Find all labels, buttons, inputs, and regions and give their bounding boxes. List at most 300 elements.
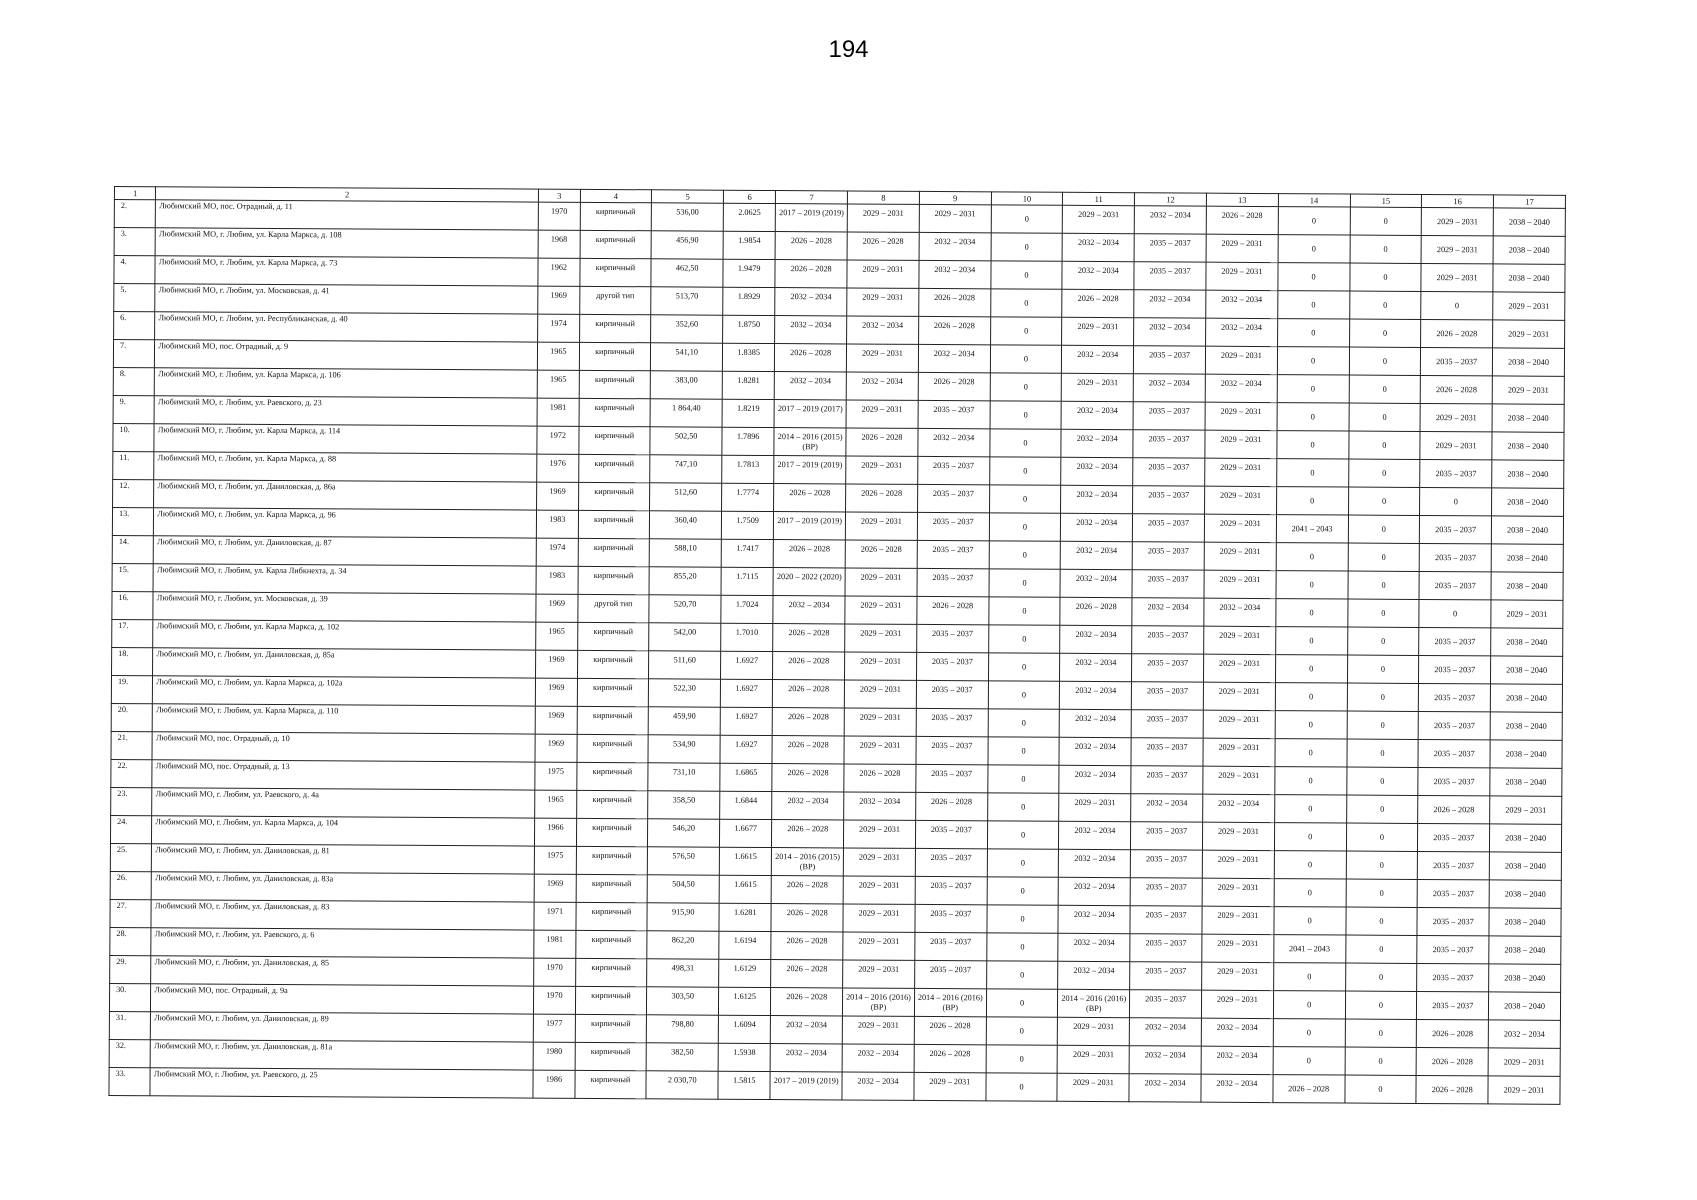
- row-number-cell: 25.: [110, 843, 151, 871]
- period-col-8-cell: 2029 – 2031: [843, 876, 915, 904]
- column-number-cell: 5: [652, 190, 724, 203]
- period-col-8-cell: 2029 – 2031: [845, 624, 917, 652]
- value-col-15-cell: 0: [1345, 1019, 1417, 1047]
- period-col-11-cell: 2032 – 2034: [1059, 737, 1131, 765]
- priority-index-cell: 1.7024: [721, 595, 773, 623]
- row-number-cell: 32.: [109, 1039, 150, 1067]
- area-cell: 542,00: [649, 623, 721, 651]
- address-cell: Любимский МО, г. Любим, ул. Даниловская, д. 87: [154, 536, 537, 566]
- period-col-7-cell: 2026 – 2028: [771, 932, 843, 960]
- priority-index-cell: 1.6094: [718, 1015, 770, 1043]
- year-built-cell: 1974: [536, 538, 577, 566]
- year-built-cell: 1962: [538, 258, 579, 286]
- period-col-17-cell: 2029 – 2031: [1493, 292, 1565, 320]
- period-col-16-cell: 2035 – 2037: [1420, 459, 1492, 487]
- priority-index-cell: 1.6677: [720, 819, 772, 847]
- period-col-14-cell: 0: [1277, 375, 1349, 403]
- period-col-9-cell: 2035 – 2037: [917, 484, 989, 512]
- area-cell: 512,60: [650, 483, 722, 511]
- period-col-16-cell: 2026 – 2028: [1417, 1019, 1489, 1047]
- period-col-9-cell: 2026 – 2028: [918, 316, 990, 344]
- period-col-12-cell: 2035 – 2037: [1133, 402, 1205, 430]
- period-col-14-cell: 0: [1277, 431, 1349, 459]
- period-col-17-cell: 2038 – 2040: [1489, 880, 1561, 908]
- value-col-15-cell: 0: [1348, 543, 1420, 571]
- period-col-16-cell: 2035 – 2037: [1418, 823, 1490, 851]
- period-col-14-cell: 0: [1278, 235, 1350, 263]
- value-col-15-cell: 0: [1344, 1075, 1416, 1103]
- period-col-12-cell: 2032 – 2034: [1132, 598, 1204, 626]
- period-col-12-cell: 2035 – 2037: [1130, 962, 1202, 990]
- period-col-9-cell: 2035 – 2037: [915, 932, 987, 960]
- period-col-16-cell: 2035 – 2037: [1418, 739, 1490, 767]
- wall-material-cell: кирпичный: [579, 342, 651, 370]
- year-built-cell: 1969: [535, 734, 576, 762]
- value-col-10-cell: 0: [986, 1017, 1058, 1045]
- column-number-cell: 15: [1350, 194, 1422, 207]
- value-col-15-cell: 0: [1346, 851, 1418, 879]
- value-col-15-cell: 0: [1347, 627, 1419, 655]
- period-col-13-cell: 2032 – 2034: [1204, 598, 1276, 626]
- year-built-cell: 1965: [537, 370, 578, 398]
- period-col-16-cell: 2026 – 2028: [1421, 319, 1493, 347]
- priority-index-cell: 1.8385: [722, 343, 774, 371]
- period-col-16-cell: 2035 – 2037: [1417, 907, 1489, 935]
- period-col-17-cell: 2038 – 2040: [1492, 488, 1564, 516]
- period-col-12-cell: 2032 – 2034: [1134, 318, 1206, 346]
- period-col-8-cell: 2029 – 2031: [844, 708, 916, 736]
- period-col-8-cell: 2029 – 2031: [845, 596, 917, 624]
- value-col-10-cell: 0: [989, 457, 1061, 485]
- value-col-15-cell: 0: [1347, 711, 1419, 739]
- wall-material-cell: кирпичный: [579, 398, 651, 426]
- value-col-10-cell: 0: [988, 681, 1060, 709]
- period-col-9-cell: 2035 – 2037: [917, 512, 989, 540]
- priority-index-cell: 1.6194: [719, 931, 771, 959]
- period-col-11-cell: 2029 – 2031: [1062, 317, 1134, 345]
- period-col-12-cell: 2035 – 2037: [1132, 626, 1204, 654]
- period-col-12-cell: 2035 – 2037: [1134, 346, 1206, 374]
- period-col-14-cell: 0: [1278, 263, 1350, 291]
- period-col-7-cell: 2026 – 2028: [775, 260, 847, 288]
- period-col-9-cell: 2029 – 2031: [914, 1072, 986, 1100]
- period-col-17-cell: 2038 – 2040: [1490, 768, 1562, 796]
- period-col-14-cell: 0: [1275, 683, 1347, 711]
- period-col-16-cell: 2035 – 2037: [1417, 879, 1489, 907]
- area-cell: 534,90: [648, 735, 720, 763]
- period-col-13-cell: 2029 – 2031: [1204, 570, 1276, 598]
- year-built-cell: 1970: [534, 986, 575, 1014]
- year-built-cell: 1965: [536, 622, 577, 650]
- year-built-cell: 1965: [538, 342, 579, 370]
- priority-index-cell: 1.8219: [722, 399, 774, 427]
- wall-material-cell: кирпичный: [578, 566, 650, 594]
- period-col-9-cell: 2026 – 2028: [915, 792, 987, 820]
- period-col-9-cell: 2026 – 2028: [918, 372, 990, 400]
- priority-index-cell: 1.6615: [719, 847, 771, 875]
- period-col-14-cell: 0: [1275, 627, 1347, 655]
- year-built-cell: 1970: [534, 958, 575, 986]
- period-col-16-cell: 2035 – 2037: [1420, 515, 1492, 543]
- priority-index-cell: 1.6281: [719, 903, 771, 931]
- value-col-15-cell: 0: [1347, 739, 1419, 767]
- priority-index-cell: 1.7115: [721, 567, 773, 595]
- period-col-9-cell: 2035 – 2037: [914, 960, 986, 988]
- page-number: 194: [828, 36, 869, 63]
- period-col-13-cell: 2029 – 2031: [1202, 934, 1274, 962]
- period-col-14-cell: 0: [1276, 599, 1348, 627]
- period-col-16-cell: 0: [1419, 599, 1491, 627]
- period-col-14-cell: 0: [1275, 739, 1347, 767]
- period-col-13-cell: 2029 – 2031: [1202, 850, 1274, 878]
- period-col-7-cell: 2026 – 2028: [771, 904, 843, 932]
- value-col-15-cell: 0: [1349, 403, 1421, 431]
- period-col-17-cell: 2038 – 2040: [1493, 236, 1565, 264]
- address-cell: Любимский МО, г. Любим, ул. Раевского, д. 25: [150, 1068, 533, 1098]
- period-col-13-cell: 2032 – 2034: [1201, 1074, 1273, 1102]
- wall-material-cell: кирпичный: [580, 202, 652, 230]
- period-col-16-cell: 2035 – 2037: [1417, 963, 1489, 991]
- period-col-11-cell: 2032 – 2034: [1058, 933, 1130, 961]
- period-col-11-cell: 2032 – 2034: [1058, 905, 1130, 933]
- priority-index-cell: 1.6927: [720, 707, 772, 735]
- address-cell: Любимский МО, г. Любим, ул. Карла Либкнехта, д. 34: [153, 564, 536, 594]
- period-col-11-cell: 2032 – 2034: [1062, 261, 1134, 289]
- area-cell: 2 030,70: [646, 1071, 718, 1099]
- row-number-cell: 23.: [111, 787, 152, 815]
- period-col-13-cell: 2032 – 2034: [1206, 318, 1278, 346]
- row-number-cell: 10.: [113, 423, 154, 451]
- period-col-7-cell: 2017 – 2019 (2019): [776, 204, 848, 232]
- period-col-8-cell: 2029 – 2031: [842, 1016, 914, 1044]
- row-number-cell: 13.: [112, 507, 153, 535]
- address-cell: Любимский МО, г. Любим, ул. Карла Маркса, д. 110: [152, 704, 535, 734]
- wall-material-cell: кирпичный: [578, 426, 650, 454]
- column-number-cell: 8: [847, 191, 919, 204]
- period-col-14-cell: 0: [1273, 1019, 1345, 1047]
- row-number-cell: 19.: [111, 675, 152, 703]
- value-col-10-cell: 0: [987, 877, 1059, 905]
- address-cell: Любимский МО, г. Любим, ул. Республиканская, д. 40: [155, 312, 538, 342]
- period-col-11-cell: 2032 – 2034: [1059, 877, 1131, 905]
- row-number-cell: 9.: [113, 395, 154, 423]
- address-cell: Любимский МО, г. Любим, ул. Карла Маркса, д. 96: [154, 508, 537, 538]
- value-col-10-cell: 0: [987, 905, 1059, 933]
- period-col-11-cell: 2014 – 2016 (2016) (ВР): [1058, 989, 1130, 1017]
- area-cell: 588,10: [649, 539, 721, 567]
- period-col-17-cell: 2029 – 2031: [1488, 1048, 1560, 1076]
- period-col-7-cell: 2026 – 2028: [774, 484, 846, 512]
- wall-material-cell: кирпичный: [580, 230, 652, 258]
- address-cell: Любимский МО, г. Любим, ул. Даниловская, д. 85: [151, 956, 534, 986]
- period-col-14-cell: 0: [1273, 991, 1345, 1019]
- wall-material-cell: другой тип: [577, 594, 649, 622]
- period-col-9-cell: 2029 – 2031: [919, 204, 991, 232]
- column-number-cell: 3: [539, 189, 580, 202]
- wall-material-cell: кирпичный: [578, 510, 650, 538]
- period-col-8-cell: 2029 – 2031: [845, 512, 917, 540]
- value-col-15-cell: 0: [1349, 263, 1421, 291]
- period-col-8-cell: 2029 – 2031: [843, 904, 915, 932]
- period-col-11-cell: 2032 – 2034: [1059, 849, 1131, 877]
- period-col-13-cell: 2032 – 2034: [1201, 1018, 1273, 1046]
- column-number-cell: 6: [723, 190, 775, 203]
- priority-index-cell: 1.8929: [723, 287, 775, 315]
- period-col-11-cell: 2032 – 2034: [1059, 765, 1131, 793]
- area-cell: 456,90: [651, 231, 723, 259]
- period-col-14-cell: 0: [1274, 795, 1346, 823]
- period-col-8-cell: 2029 – 2031: [843, 932, 915, 960]
- wall-material-cell: кирпичный: [577, 622, 649, 650]
- column-number-cell: 1: [114, 187, 155, 200]
- period-col-7-cell: 2026 – 2028: [772, 708, 844, 736]
- area-cell: 459,90: [648, 707, 720, 735]
- period-col-11-cell: 2032 – 2034: [1061, 429, 1133, 457]
- wall-material-cell: кирпичный: [575, 986, 647, 1014]
- period-col-13-cell: 2032 – 2034: [1205, 374, 1277, 402]
- year-built-cell: 1983: [536, 566, 577, 594]
- value-col-10-cell: 0: [990, 373, 1062, 401]
- period-col-14-cell: 0: [1276, 543, 1348, 571]
- period-col-11-cell: 2029 – 2031: [1059, 793, 1131, 821]
- area-cell: 747,10: [650, 455, 722, 483]
- period-col-13-cell: 2029 – 2031: [1204, 626, 1276, 654]
- address-cell: Любимский МО, г. Любим, ул. Карла Маркса, д. 102: [153, 620, 536, 650]
- period-col-11-cell: 2029 – 2031: [1058, 1017, 1130, 1045]
- period-col-14-cell: 0: [1276, 571, 1348, 599]
- area-cell: 576,50: [648, 847, 720, 875]
- value-col-10-cell: 0: [989, 541, 1061, 569]
- period-col-9-cell: 2026 – 2028: [919, 288, 991, 316]
- period-col-14-cell: 2041 – 2043: [1276, 515, 1348, 543]
- value-col-15-cell: 0: [1346, 879, 1418, 907]
- area-cell: 731,10: [648, 763, 720, 791]
- period-col-9-cell: 2035 – 2037: [915, 820, 987, 848]
- period-col-7-cell: 2017 – 2019 (2017): [774, 400, 846, 428]
- value-col-10-cell: 0: [987, 821, 1059, 849]
- area-cell: 915,90: [647, 903, 719, 931]
- value-col-15-cell: 0: [1350, 235, 1422, 263]
- value-col-15-cell: 0: [1348, 515, 1420, 543]
- period-col-14-cell: 0: [1277, 291, 1349, 319]
- period-col-7-cell: 2026 – 2028: [773, 652, 845, 680]
- value-col-10-cell: 0: [989, 485, 1061, 513]
- year-built-cell: 1965: [535, 790, 576, 818]
- period-col-8-cell: 2029 – 2031: [843, 848, 915, 876]
- value-col-15-cell: 0: [1346, 767, 1418, 795]
- wall-material-cell: кирпичный: [579, 314, 651, 342]
- period-col-17-cell: 2038 – 2040: [1493, 264, 1565, 292]
- period-col-11-cell: 2032 – 2034: [1058, 961, 1130, 989]
- address-cell: Любимский МО, г. Любим, ул. Даниловская, д. 85а: [153, 648, 536, 678]
- area-cell: 502,50: [650, 427, 722, 455]
- period-col-16-cell: 2029 – 2031: [1421, 235, 1493, 263]
- period-col-11-cell: 2032 – 2034: [1060, 653, 1132, 681]
- period-col-12-cell: 2032 – 2034: [1134, 206, 1206, 234]
- period-col-16-cell: 2029 – 2031: [1421, 263, 1493, 291]
- period-col-17-cell: 2029 – 2031: [1488, 1076, 1560, 1104]
- period-col-13-cell: 2029 – 2031: [1203, 738, 1275, 766]
- period-col-14-cell: 0: [1274, 907, 1346, 935]
- year-built-cell: 1969: [536, 678, 577, 706]
- area-cell: 536,00: [652, 203, 724, 231]
- period-col-13-cell: 2029 – 2031: [1205, 430, 1277, 458]
- period-col-9-cell: 2035 – 2037: [916, 652, 988, 680]
- wall-material-cell: кирпичный: [579, 258, 651, 286]
- row-number-cell: 4.: [114, 256, 155, 284]
- period-col-7-cell: 2017 – 2019 (2019): [770, 1072, 842, 1100]
- period-col-12-cell: 2035 – 2037: [1133, 486, 1205, 514]
- wall-material-cell: кирпичный: [577, 650, 649, 678]
- address-cell: Любимский МО, г. Любим, ул. Раевского, д. 4а: [152, 788, 535, 818]
- row-number-cell: 26.: [110, 871, 151, 899]
- period-col-16-cell: 2035 – 2037: [1419, 627, 1491, 655]
- period-col-12-cell: 2035 – 2037: [1130, 990, 1202, 1018]
- period-col-8-cell: 2014 – 2016 (2016) (ВР): [843, 988, 915, 1016]
- period-col-16-cell: 2035 – 2037: [1417, 991, 1489, 1019]
- value-col-10-cell: 0: [986, 989, 1058, 1017]
- period-col-11-cell: 2026 – 2028: [1060, 597, 1132, 625]
- period-col-12-cell: 2032 – 2034: [1129, 1018, 1201, 1046]
- period-col-7-cell: 2026 – 2028: [771, 988, 843, 1016]
- period-col-7-cell: 2026 – 2028: [772, 820, 844, 848]
- period-col-9-cell: 2035 – 2037: [917, 624, 989, 652]
- period-col-16-cell: 2035 – 2037: [1419, 683, 1491, 711]
- value-col-15-cell: 0: [1345, 907, 1417, 935]
- wall-material-cell: кирпичный: [578, 454, 650, 482]
- year-built-cell: 1976: [537, 454, 578, 482]
- period-col-17-cell: 2038 – 2040: [1489, 908, 1561, 936]
- period-col-7-cell: 2026 – 2028: [771, 876, 843, 904]
- value-col-10-cell: 0: [990, 289, 1062, 317]
- period-col-11-cell: 2032 – 2034: [1060, 709, 1132, 737]
- row-number-cell: 30.: [109, 983, 150, 1011]
- period-col-9-cell: 2032 – 2034: [918, 344, 990, 372]
- wall-material-cell: кирпичный: [575, 902, 647, 930]
- period-col-17-cell: 2038 – 2040: [1489, 964, 1561, 992]
- period-col-7-cell: 2017 – 2019 (2019): [774, 512, 846, 540]
- period-col-14-cell: 2041 – 2043: [1274, 935, 1346, 963]
- period-col-16-cell: 2029 – 2031: [1420, 403, 1492, 431]
- period-col-17-cell: 2038 – 2040: [1490, 684, 1562, 712]
- address-cell: Любимский МО, г. Любим, ул. Московская, д. 39: [153, 592, 536, 622]
- period-col-13-cell: 2029 – 2031: [1203, 710, 1275, 738]
- period-col-17-cell: 2038 – 2040: [1490, 712, 1562, 740]
- row-number-cell: 18.: [112, 647, 153, 675]
- column-number-cell: 9: [919, 191, 991, 204]
- period-col-9-cell: 2035 – 2037: [917, 568, 989, 596]
- period-col-16-cell: 2029 – 2031: [1422, 207, 1494, 235]
- period-col-12-cell: 2035 – 2037: [1132, 542, 1204, 570]
- address-cell: Любимский МО, г. Любим, ул. Раевского, д. 23: [154, 396, 537, 426]
- area-cell: 382,50: [646, 1043, 718, 1071]
- period-col-12-cell: 2035 – 2037: [1131, 766, 1203, 794]
- area-cell: 462,50: [651, 259, 723, 287]
- value-col-15-cell: 0: [1348, 459, 1420, 487]
- period-col-16-cell: 2035 – 2037: [1419, 571, 1491, 599]
- period-col-16-cell: 2035 – 2037: [1419, 655, 1491, 683]
- wall-material-cell: другой тип: [579, 286, 651, 314]
- period-col-9-cell: 2026 – 2028: [914, 1016, 986, 1044]
- column-number-cell: 12: [1135, 193, 1207, 206]
- period-col-17-cell: 2038 – 2040: [1491, 628, 1563, 656]
- year-built-cell: 1969: [536, 650, 577, 678]
- period-col-14-cell: 0: [1274, 879, 1346, 907]
- period-col-9-cell: 2035 – 2037: [918, 400, 990, 428]
- value-col-10-cell: 0: [989, 513, 1061, 541]
- address-cell: Любимский МО, г. Любим, ул. Московская, д. 41: [155, 284, 538, 314]
- period-col-13-cell: 2032 – 2034: [1206, 290, 1278, 318]
- period-col-11-cell: 2032 – 2034: [1061, 457, 1133, 485]
- period-col-17-cell: 2038 – 2040: [1491, 656, 1563, 684]
- area-cell: 1 864,40: [650, 399, 722, 427]
- priority-index-cell: 1.7010: [721, 623, 773, 651]
- value-col-10-cell: 0: [988, 597, 1060, 625]
- period-col-12-cell: 2032 – 2034: [1133, 374, 1205, 402]
- period-col-17-cell: 2038 – 2040: [1492, 460, 1564, 488]
- area-cell: 862,20: [647, 931, 719, 959]
- period-col-13-cell: 2029 – 2031: [1202, 878, 1274, 906]
- year-built-cell: 1969: [537, 482, 578, 510]
- period-col-16-cell: 0: [1420, 487, 1492, 515]
- period-col-7-cell: 2026 – 2028: [772, 736, 844, 764]
- value-col-10-cell: 0: [990, 317, 1062, 345]
- value-col-15-cell: 0: [1347, 599, 1419, 627]
- column-number-cell: 7: [776, 191, 848, 204]
- value-col-15-cell: 0: [1349, 347, 1421, 375]
- priority-index-cell: 1.6844: [720, 791, 772, 819]
- priority-index-cell: 1.6927: [720, 679, 772, 707]
- column-number-cell: 11: [1063, 192, 1135, 205]
- column-number-cell: 10: [991, 192, 1063, 205]
- period-col-7-cell: 2026 – 2028: [772, 764, 844, 792]
- period-col-8-cell: 2029 – 2031: [846, 400, 918, 428]
- period-col-9-cell: 2032 – 2034: [919, 260, 991, 288]
- wall-material-cell: кирпичный: [576, 874, 648, 902]
- value-col-15-cell: 0: [1345, 1047, 1417, 1075]
- priority-index-cell: 1.6927: [721, 651, 773, 679]
- area-cell: 520,70: [649, 595, 721, 623]
- row-number-cell: 2.: [114, 200, 155, 228]
- wall-material-cell: кирпичный: [576, 790, 648, 818]
- area-cell: 546,20: [648, 819, 720, 847]
- period-col-16-cell: 2029 – 2031: [1420, 431, 1492, 459]
- period-col-9-cell: 2035 – 2037: [915, 848, 987, 876]
- period-col-14-cell: 2026 – 2028: [1273, 1075, 1345, 1103]
- period-col-13-cell: 2029 – 2031: [1202, 962, 1274, 990]
- priority-index-cell: 1.7509: [721, 511, 773, 539]
- period-col-16-cell: 2026 – 2028: [1418, 795, 1490, 823]
- period-col-13-cell: 2029 – 2031: [1201, 990, 1273, 1018]
- row-number-cell: 14.: [112, 535, 153, 563]
- wall-material-cell: кирпичный: [578, 538, 650, 566]
- address-cell: Любимский МО, пос. Отрадный, д. 13: [152, 760, 535, 790]
- value-col-15-cell: 0: [1345, 963, 1417, 991]
- value-col-15-cell: 0: [1347, 683, 1419, 711]
- priority-index-cell: 2.0625: [723, 203, 775, 231]
- priority-index-cell: 1.8750: [723, 315, 775, 343]
- period-col-17-cell: 2029 – 2031: [1492, 376, 1564, 404]
- priority-index-cell: 1.7813: [722, 455, 774, 483]
- period-col-12-cell: 2035 – 2037: [1132, 654, 1204, 682]
- period-col-17-cell: 2038 – 2040: [1490, 740, 1562, 768]
- period-col-8-cell: 2029 – 2031: [844, 680, 916, 708]
- area-cell: 352,60: [651, 315, 723, 343]
- period-col-13-cell: 2029 – 2031: [1203, 682, 1275, 710]
- row-number-cell: 8.: [113, 367, 154, 395]
- period-col-11-cell: 2032 – 2034: [1062, 233, 1134, 261]
- period-col-8-cell: 2029 – 2031: [847, 288, 919, 316]
